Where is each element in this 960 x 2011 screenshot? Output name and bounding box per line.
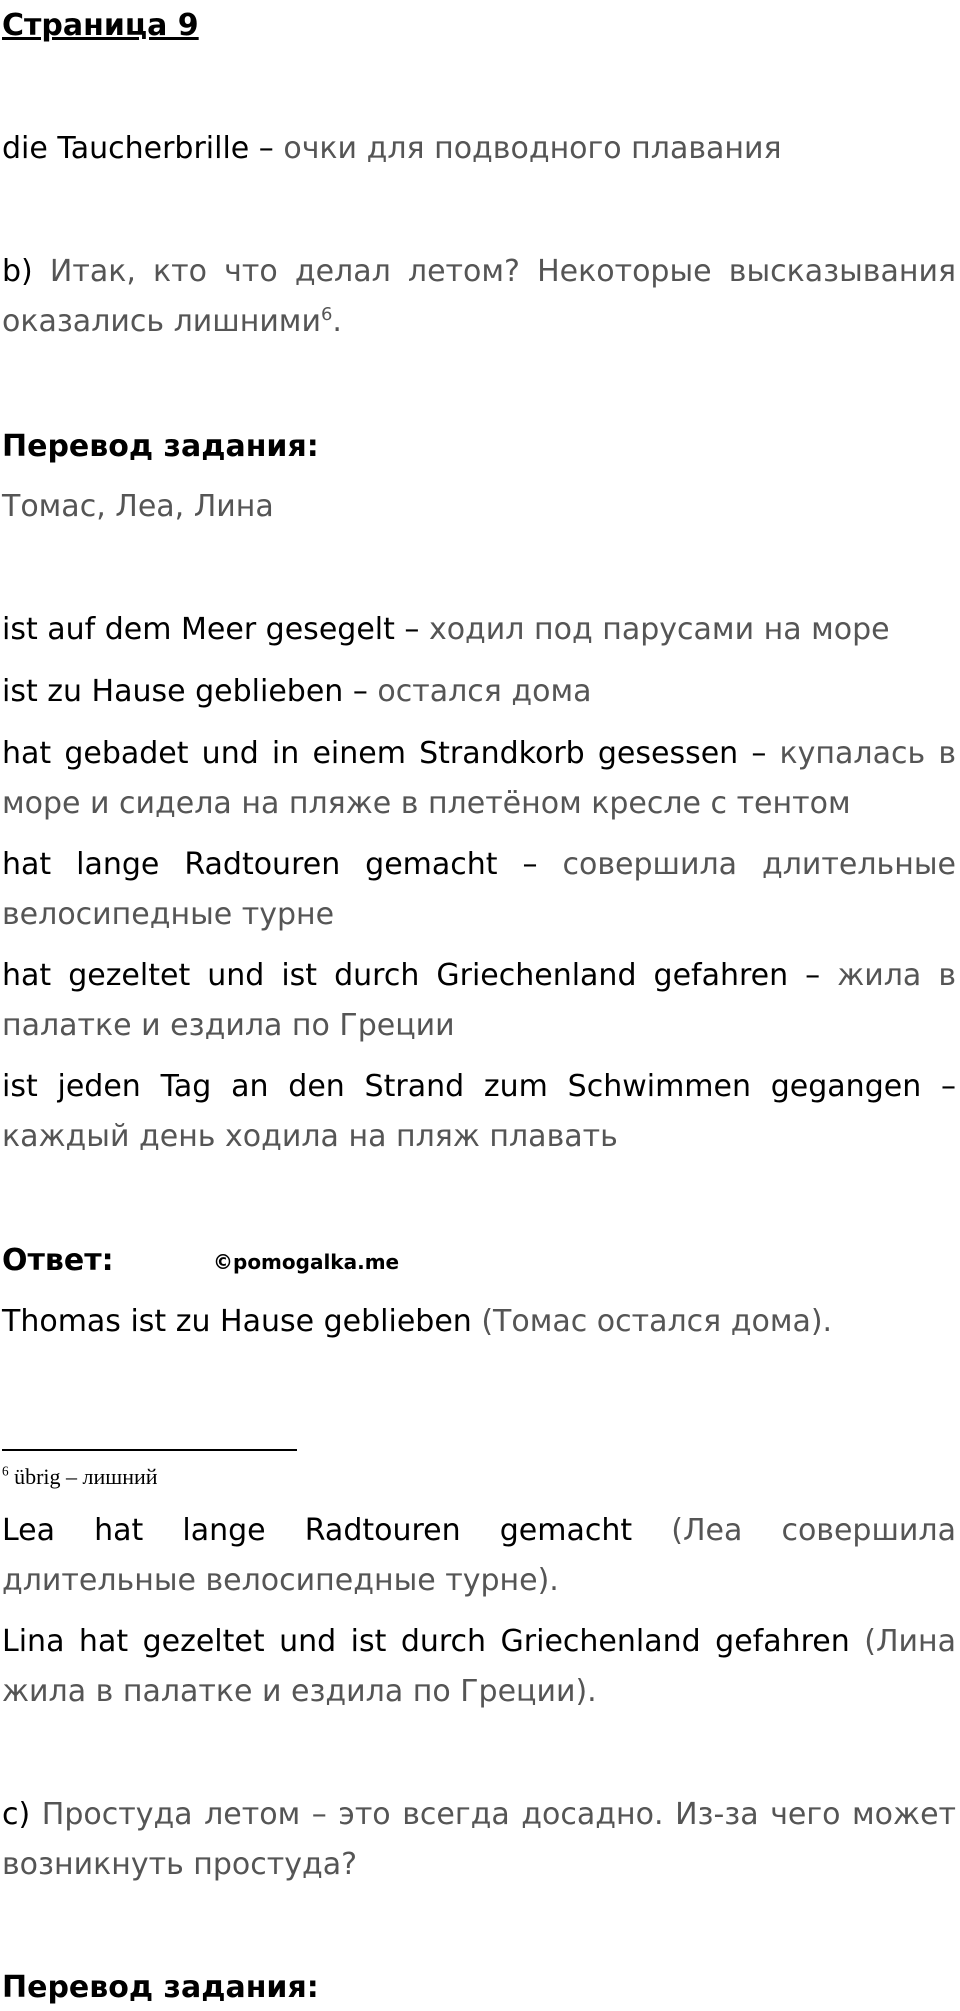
answer-item: [2, 1506, 956, 1606]
statement-item: [2, 605, 956, 655]
footnote-text: übrig – лишний: [8, 1464, 158, 1489]
vocab-line: [2, 124, 956, 174]
statement-russian: ходил под парусами на море: [428, 612, 890, 647]
answer-german: Lea hat lange Radtouren gemacht: [2, 1513, 633, 1548]
statement-russian: каждый день ходила на пляж плавать: [2, 1119, 618, 1154]
task-b-text: Итак, кто что делал летом? Некоторые высказывания оказались лишними: [2, 254, 956, 339]
task-b-footnote-ref: 6: [320, 304, 333, 325]
translation-heading: Перевод задания:: [2, 1970, 319, 2005]
statement-russian: купалась в море и сидела на пляже в плетёном кресле с тентом: [2, 736, 957, 821]
vocab-german: die Taucherbrille: [2, 131, 250, 166]
answer-russian: (Лина жила в палатке и ездила по Греции).: [2, 1624, 957, 1709]
statement-item: [2, 840, 956, 940]
statement-dash: –: [394, 612, 429, 647]
statement-dash: –: [497, 847, 563, 882]
statement-german: hat gezeltet und ist durch Griechenland gefahren: [2, 958, 789, 993]
answer-german: Lina hat gezeltet und ist durch Griechenland gefahren: [2, 1624, 850, 1659]
statement-dash: –: [343, 674, 378, 709]
answer-russian: (Леа совершила длительные велосипедные турне).: [2, 1513, 956, 1598]
task-b-letter: b): [2, 254, 33, 289]
page-title: Страница 9: [2, 8, 199, 43]
answer-russian: (Томас остался дома).: [471, 1304, 833, 1339]
footnote-divider: [2, 1449, 297, 1451]
answer-item: [2, 1297, 956, 1347]
answer-german: Thomas ist zu Hause geblieben: [2, 1304, 472, 1339]
answer-heading: Ответ:: [2, 1243, 114, 1278]
footnote-number: 6: [2, 1463, 9, 1479]
vocab-russian: очки для подводного плавания: [283, 131, 782, 166]
statement-dash: –: [738, 736, 780, 771]
statement-item: [2, 1062, 956, 1162]
names-line: [2, 482, 956, 532]
task-c: [2, 1790, 956, 1890]
translation-heading: Перевод задания:: [2, 429, 319, 464]
statement-dash: –: [921, 1069, 956, 1104]
names-text: Томас, Леа, Лина: [2, 489, 274, 524]
statement-german: ist auf dem Meer gesegelt: [2, 612, 395, 647]
statement-dash: –: [788, 958, 838, 993]
statement-russian: остался дома: [377, 674, 592, 709]
watermark: ©pomogalka.me: [213, 1250, 400, 1274]
task-b: [2, 247, 956, 347]
answer-item: [2, 1617, 956, 1717]
statement-russian: жила в палатке и ездила по Греции: [2, 958, 956, 1043]
statement-item: [2, 951, 956, 1051]
task-b-end: .: [332, 304, 342, 339]
statement-german: hat lange Radtouren gemacht: [2, 847, 498, 882]
statement-german: ist jeden Tag an den Strand zum Schwimmen gegangen: [2, 1069, 922, 1104]
vocab-dash: –: [249, 131, 284, 166]
task-c-letter: c): [2, 1797, 31, 1832]
statement-item: [2, 729, 956, 829]
statement-item: [2, 667, 956, 717]
statement-german: hat gebadet und in einem Strandkorb gesessen: [2, 736, 739, 771]
task-c-text: Простуда летом – это всегда досадно. Из-за чего может возникнуть простуда?: [2, 1797, 956, 1882]
statement-german: ist zu Hause geblieben: [2, 674, 344, 709]
statement-russian: совершила длительные велосипедные турне: [2, 847, 956, 932]
footnote: [2, 1462, 158, 1492]
